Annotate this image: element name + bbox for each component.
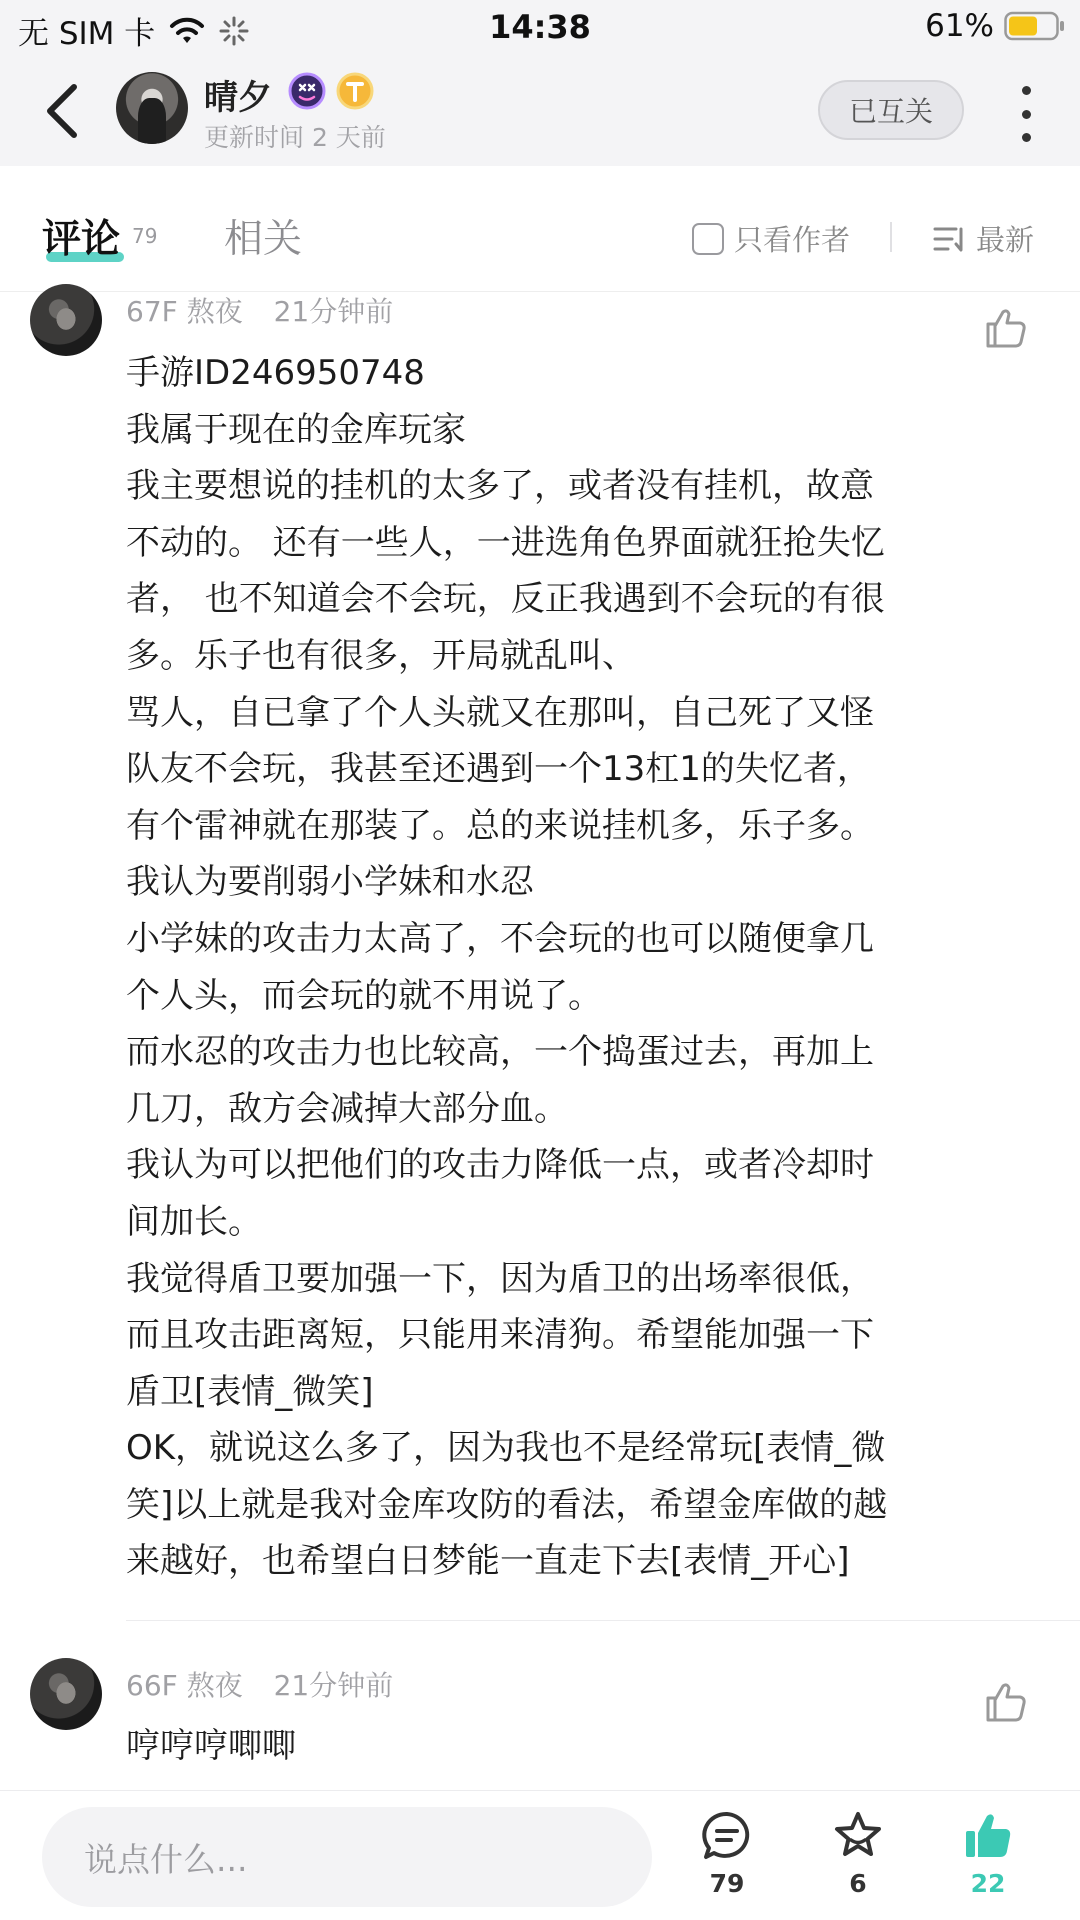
update-time: 更新时间 2 天前 (204, 123, 386, 152)
post-header (0, 56, 1080, 166)
commenter-avatar[interactable] (30, 284, 102, 356)
comment-user[interactable]: 熬夜 (186, 1669, 243, 1702)
comment-time: 21分钟前 (273, 295, 394, 328)
sort-icon (932, 224, 966, 254)
comment-separator (126, 1620, 1080, 1621)
clock: 14:38 (489, 8, 591, 46)
commenter-avatar[interactable] (30, 1658, 102, 1730)
comment-floor: 66F (126, 1669, 178, 1702)
tabs-bar (0, 166, 1080, 292)
more-icon (1022, 86, 1031, 95)
top-zone (0, 0, 1080, 166)
favorite-count: 6 (849, 1869, 867, 1898)
comment-floor: 67F (126, 295, 178, 328)
more-options-button[interactable] (1006, 86, 1046, 142)
author-only-toggle[interactable] (692, 218, 850, 259)
star-icon (831, 1809, 885, 1863)
carrier-label: 无 SIM 卡 (18, 16, 156, 52)
comment-user[interactable]: 熬夜 (186, 295, 243, 328)
comment-body: 手游ID246950748 我属于现在的金库玩家 我主要想说的挂机的太多了，或者没有挂机，故意 不动的。 还有一些人，一进选角色界面就狂抢失忆 者， 也不知道会不会玩，反正我遇到不会玩的有很 多。乐子也有很多，开局就乱叫、 骂人，自已拿了个人头就又在那叫，自己死了又怪 队友不会玩，我甚至还遇到一个13杠1的失忆者， 有个雷神就在那装了。总的来说挂机多，乐子多。 我认为要削弱小学妹和水忍 小学妹的攻击力太高了，不会玩的也可以随便拿几 个人头，而会玩的就不用说了。 而水忍的攻击力也比较高，一个捣蛋过去，再加上 几刀，敌方会减掉大部分血。 我认为可以把他们的攻击力降低一点，或者冷却时 间加长。 我觉得盾卫要加强一下，因为盾卫的出场率很低， 而且攻击距离短，只能用来清狗。希望能加强一下 盾卫[表情_微笑] OK，就说这么多了，因为我也不是经常玩[表情_微 笑]以上就是我对金库攻防的看法，希望金库做的越 来越好，也希望白日梦能一直走下去[表情_开心] (126, 353, 888, 1582)
comment-count: 79 (709, 1869, 745, 1898)
back-arrow-icon (44, 83, 78, 139)
thumbs-up-icon[interactable] (982, 1678, 1030, 1726)
comment-meta (126, 290, 393, 330)
back-button[interactable] (36, 78, 86, 144)
tab-comments[interactable]: 评论 (42, 217, 121, 262)
badge-icon (288, 72, 326, 110)
sort-button[interactable] (932, 218, 1034, 259)
battery-percent: 61% (925, 8, 994, 44)
status-bar (0, 0, 1080, 56)
author-avatar[interactable] (116, 72, 188, 144)
comment-icon (700, 1809, 754, 1863)
like-count: 22 (970, 1869, 1006, 1898)
battery-icon (1004, 11, 1066, 41)
thumbs-up-icon[interactable] (982, 304, 1030, 352)
author-name[interactable]: 晴夕 (204, 78, 272, 118)
sort-label: 最新 (976, 223, 1035, 257)
comment-meta (126, 1664, 393, 1704)
checkbox-icon (692, 223, 724, 255)
comment-time: 21分钟前 (273, 1669, 394, 1702)
author-only-label: 只看作者 (734, 223, 851, 257)
comments-count: 79 (132, 224, 158, 248)
mutual-follow-button[interactable]: 已互关 (818, 80, 964, 140)
tab-related[interactable]: 相关 (224, 217, 303, 262)
divider (890, 222, 892, 252)
comment-input[interactable]: 说点什么... (42, 1807, 652, 1907)
comment-body: 哼哼哼唧唧 (126, 1726, 296, 1766)
favorite-button[interactable] (813, 1809, 903, 1898)
thumbs-up-icon (961, 1809, 1015, 1863)
like-button[interactable] (943, 1809, 1033, 1898)
level-badge-icon (336, 72, 374, 110)
comment-button[interactable] (682, 1809, 772, 1898)
bottom-bar (0, 1790, 1080, 1920)
